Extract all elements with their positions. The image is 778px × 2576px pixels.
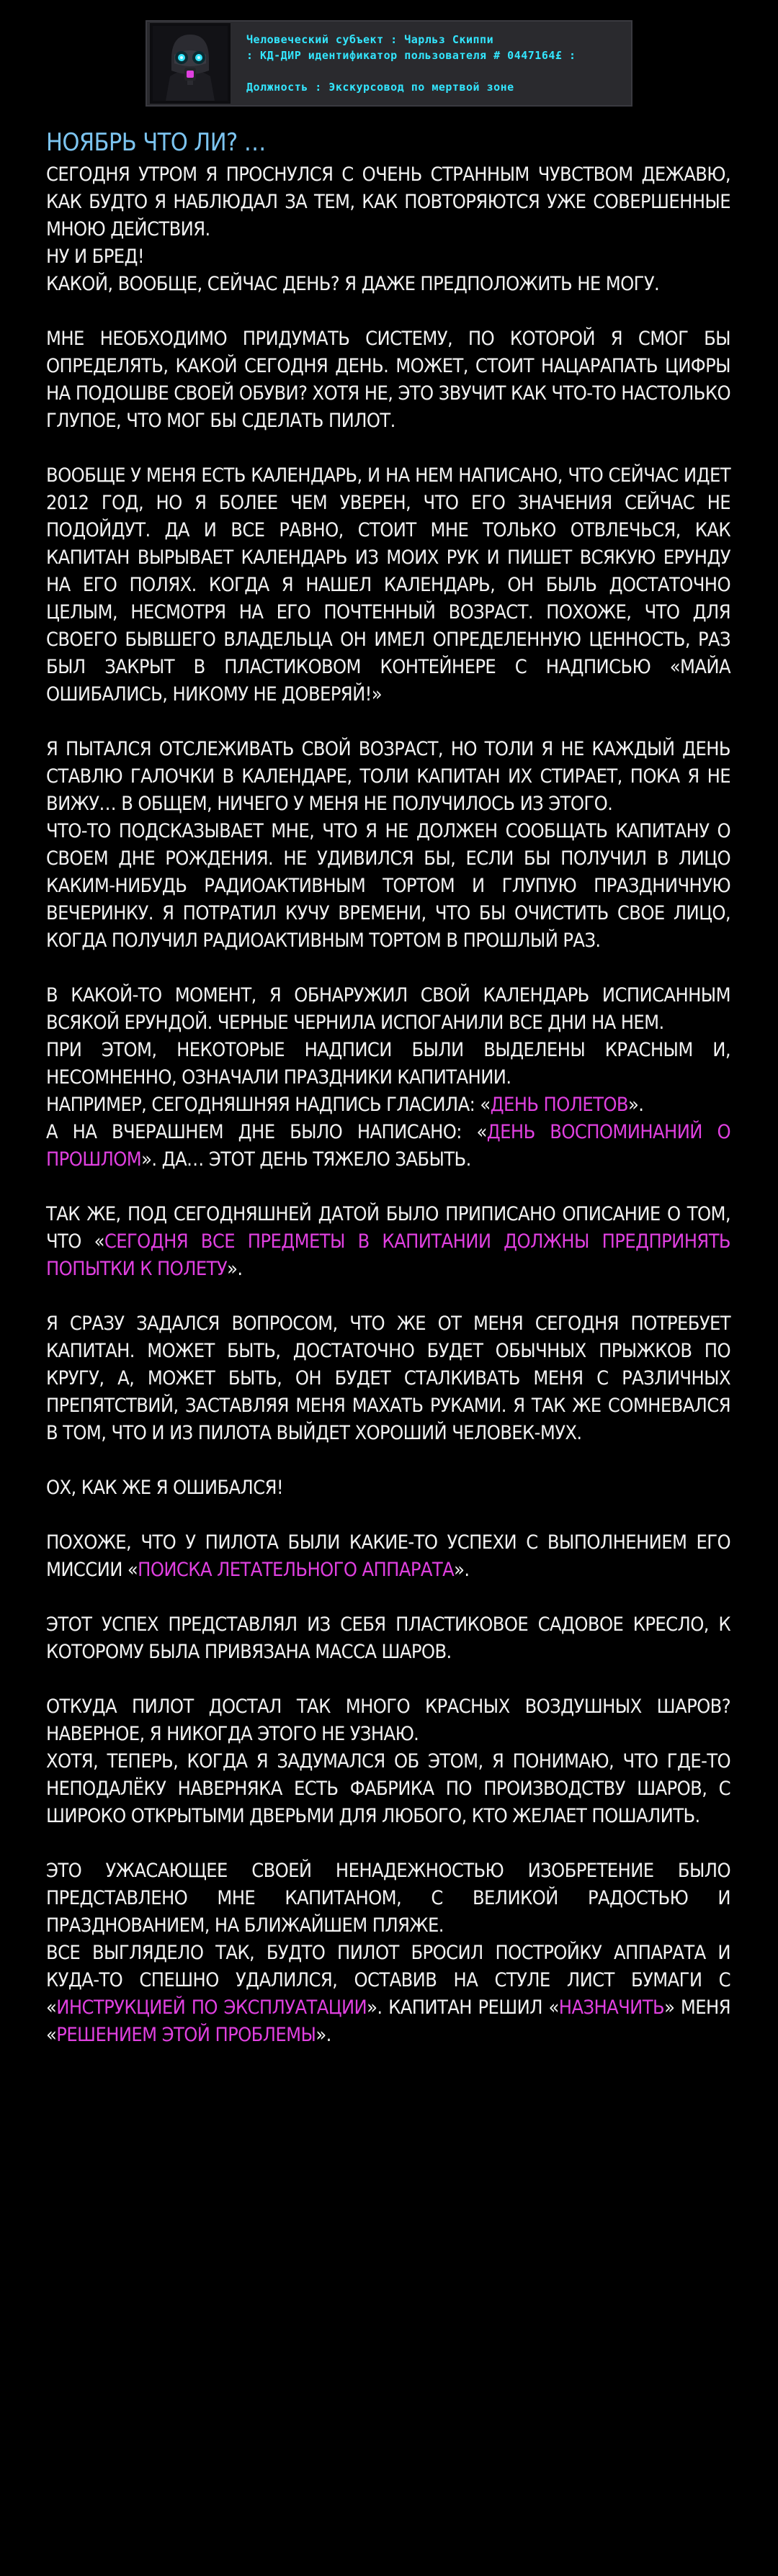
paragraph: ОТКУДА ПИЛОТ ДОСТАЛ ТАК МНОГО КРАСНЫХ ВОЗДУШНЫХ ШАРОВ? НАВЕРНОЕ, Я НИКОГДА ЭТОГО НЕ УЗНАЮ. [46, 1695, 730, 1745]
highlighted-holiday: ДЕНЬ ПОЛЕТОВ [490, 1094, 628, 1116]
text-run: ВСЕ ВЫГЛЯДЕЛО ТАК, БУДТО ПИЛОТ БРОСИЛ ПОСТРОЙКУ АППАРАТА И КУДА-ТО СПЕШНО УДАЛИЛСЯ, ОСТАВИВ НА СТУЛЕ ЛИСТ БУМАГИ С « [46, 1942, 730, 2019]
paragraph: ЧТО-ТО ПОДСКАЗЫВАЕТ МНЕ, ЧТО Я НЕ ДОЛЖЕН СООБЩАТЬ КАПИТАНУ О СВОЕМ ДНЕ РОЖДЕНИЯ. НЕ УДИВИЛСЯ БЫ, ЕСЛИ БЫ ПОЛУЧИЛ В ЛИЦО КАКИМ-НИБУДЬ РАДИОАКТИВНЫМ ТОРТОМ И ГЛУПУЮ ПРАЗДНИЧНУЮ ВЕЧЕРИНКУ. Я ПОТРАТИЛ КУЧУ ВРЕМЕНИ, ЧТО БЫ ОЧИСТИТЬ СВОЕ ЛИЦО, КОГДА ПОЛУЧИЛ РАДИОАКТИВНЫМ ТОРТОМ В ПРОШЛЫЙ РАЗ. [46, 820, 730, 952]
text-run: ». [227, 1258, 243, 1280]
paragraph: ХОТЯ, ТЕПЕРЬ, КОГДА Я ЗАДУМАЛСЯ ОБ ЭТОМ, Я ПОНИМАЮ, ЧТО ГДЕ-ТО НЕПОДАЛЁКУ НАВЕРНЯКА ЕСТЬ ФАБРИКА ПО ПРОИЗВОДСТВУ ШАРОВ, С ШИРОКО ОТКРЫТЫМИ ДВЕРЬМИ ДЛЯ ЛЮБОГО, КТО ЖЕЛАЕТ ПОШАЛИТЬ. [46, 1750, 730, 1827]
gasmask-avatar-icon [153, 26, 228, 101]
journal-entry [46, 127, 730, 2049]
text-run: ПОХОЖЕ, ЧТО У ПИЛОТА БЫЛИ КАКИЕ-ТО УСПЕХИ С ВЫПОЛНЕНИЕМ ЕГО МИССИИ « [46, 1531, 730, 1581]
text-run: ТАК ЖЕ, ПОД СЕГОДНЯШНЕЙ ДАТОЙ БЫЛО ПРИПИСАНО ОПИСАНИЕ О ТОМ, ЧТО « [46, 1203, 730, 1253]
text-run: » МЕНЯ « [46, 1996, 730, 2046]
user-id-line: : КД-ДИР идентификатор пользователя # 0447164£ : [246, 49, 576, 62]
text-run: ». КАПИТАН РЕШИЛ « [367, 1996, 559, 2019]
paragraph: ПРИ ЭТОМ, НЕКОТОРЫЕ НАДПИСИ БЫЛИ ВЫДЕЛЕНЫ КРАСНЫМ И, НЕСОМНЕННО, ОЗНАЧАЛИ ПРАЗДНИКИ КАПИТАНИИ. [46, 1039, 730, 1089]
user-info [246, 32, 576, 95]
highlighted-quote: РЕШЕНИЕМ ЭТОЙ ПРОБЛЕМЫ [56, 2024, 316, 2046]
paragraph: НУ И БРЕД! [46, 246, 145, 268]
paragraph: ЭТО УЖАСАЮЩЕЕ СВОЕЙ НЕНАДЕЖНОСТЬЮ ИЗОБРЕТЕНИЕ БЫЛО ПРЕДСТАВЛЕНО МНЕ КАПИТАНОМ, С ВЕЛИКОЙ РАДОСТЬЮ И ПРАЗДНОВАНИЕМ, НА БЛИЖАЙШЕМ ПЛЯЖЕ. [46, 1860, 730, 1937]
user-banner [146, 20, 632, 107]
paragraph [46, 1201, 730, 1283]
paragraph [46, 1119, 730, 1174]
paragraph: ОХ, КАК ЖЕ Я ОШИБАЛСЯ! [46, 1477, 283, 1499]
paragraph: ЭТОТ УСПЕХ ПРЕДСТАВЛЯЛ ИЗ СЕБЯ ПЛАСТИКОВОЕ САДОВОЕ КРЕСЛО, К КОТОРОМУ БЫЛА ПРИВЯЗАНА МАССА ШАРОВ. [46, 1613, 730, 1663]
highlighted-quote: НАЗНАЧИТЬ [558, 1996, 665, 2019]
paragraph: СЕГОДНЯ УТРОМ Я ПРОСНУЛСЯ С ОЧЕНЬ СТРАННЫМ ЧУВСТВОМ ДЕЖАВЮ, КАК БУДТО Я НАБЛЮДАЛ ЗА ТЕМ, КАК ПОВТОРЯЮТСЯ УЖЕ СОВЕРШЕННЫЕ МНОЮ ДЕЙСТВИЯ. [46, 163, 730, 240]
text-run: ». [316, 2024, 331, 2046]
text-run: ». ДА… ЭТОТ ДЕНЬ ТЯЖЕЛО ЗАБЫТЬ. [141, 1148, 471, 1171]
paragraph: Я СРАЗУ ЗАДАЛСЯ ВОПРОСОМ, ЧТО ЖЕ ОТ МЕНЯ СЕГОДНЯ ПОТРЕБУЕТ КАПИТАН. МОЖЕТ БЫТЬ, ДОСТАТОЧНО БУДЕТ ОБЫЧНЫХ ПРЫЖКОВ ПО КРУГУ, А, МОЖЕТ БЫТЬ, ОН БУДЕТ СТАЛКИВАТЬ МЕНЯ С РАЗЛИЧНЫХ ПРЕПЯТСТВИЙ, ЗАСТАВЛЯЯ МЕНЯ МАХАТЬ РУКАМИ. Я ТАК ЖЕ СОМНЕВАЛСЯ В ТОМ, ЧТО И ИЗ ПИЛОТА ВЫЙДЕТ ХОРОШИЙ ЧЕЛОВЕК-МУХ. [46, 1312, 730, 1444]
text-run: А НА ВЧЕРАШНЕМ ДНЕ БЫЛО НАПИСАНО: « [46, 1121, 487, 1143]
highlighted-quote: ПОИСКА ЛЕТАТЕЛЬНОГО АППАРАТА [138, 1559, 455, 1581]
paragraph: КАКОЙ, ВООБЩЕ, СЕЙЧАС ДЕНЬ? Я ДАЖЕ ПРЕДПОЛОЖИТЬ НЕ МОГУ. [46, 273, 660, 295]
paragraph [46, 1091, 730, 1119]
text-run: ». [454, 1559, 470, 1581]
highlighted-quote: ИНСТРУКЦИЕЙ ПО ЭКСПЛУАТАЦИИ [56, 1996, 367, 2019]
avatar [150, 23, 231, 104]
paragraph: Я ПЫТАЛСЯ ОТСЛЕЖИВАТЬ СВОЙ ВОЗРАСТ, НО ТОЛИ Я НЕ КАЖДЫЙ ДЕНЬ СТАВЛЮ ГАЛОЧКИ В КАЛЕНДАРЕ, ТОЛИ КАПИТАН ИХ СТИРАЕТ, ПОКА Я НЕ ВИЖУ… В ОБЩЕМ, НИЧЕГО У МЕНЯ НЕ ПОЛУЧИЛОСЬ ИЗ ЭТОГО. [46, 738, 730, 815]
text-run: НАПРИМЕР, СЕГОДНЯШНЯЯ НАДПИСЬ ГЛАСИЛА: « [46, 1094, 491, 1116]
paragraph [46, 1529, 730, 1584]
user-role-line: Должность : Экскурсовод по мертвой зоне [246, 81, 514, 94]
highlighted-quote: СЕГОДНЯ ВСЕ ПРЕДМЕТЫ В КАПИТАНИИ ДОЛЖНЫ ПРЕДПРИНЯТЬ ПОПЫТКИ К ПОЛЕТУ [46, 1230, 730, 1280]
text-run: ». [627, 1094, 644, 1116]
paragraph: ВООБЩЕ У МЕНЯ ЕСТЬ КАЛЕНДАРЬ, И НА НЕМ НАПИСАНО, ЧТО СЕЙЧАС ИДЕТ 2012 ГОД, НО Я БОЛЕЕ ЧЕМ УВЕРЕН, ЧТО ЕГО ЗНАЧЕНИЯ СЕЙЧАС НЕ ПОДОЙДУТ. ДА И ВСЕ РАВНО, СТОИТ МНЕ ТОЛЬКО ОТВЛЕЧЬСЯ, КАК КАПИТАН ВЫРЫВАЕТ КАЛЕНДАРЬ ИЗ МОИХ РУК И ПИШЕТ ВСЯКУЮ ЕРУНДУ НА ЕГО ПОЛЯХ. КОГДА Я НАШЕЛ КАЛЕНДАРЬ, ОН БЫЛЬ ДОСТАТОЧНО ЦЕЛЫМ, НЕСМОТРЯ НА ЕГО ПОЧТЕННЫЙ ВОЗРАСТ. ПОХОЖЕ, ЧТО ДЛЯ СВОЕГО БЫВШЕГО ВЛАДЕЛЬЦА ОН ИМЕЛ ОПРЕДЕЛЕННУЮ ЦЕННОСТЬ, РАЗ БЫЛ ЗАКРЫТ В ПЛАСТИКОВОМ КОНТЕЙНЕРЕ С НАДПИСЬЮ «МАЙА ОШИБАЛИСЬ, НИКОМУ НЕ ДОВЕРЯЙ!» [46, 464, 730, 706]
paragraph: МНЕ НЕОБХОДИМО ПРИДУМАТЬ СИСТЕМУ, ПО КОТОРОЙ Я СМОГ БЫ ОПРЕДЕЛЯТЬ, КАКОЙ СЕГОДНЯ ДЕНЬ. МОЖЕТ, СТОИТ НАЦАРАПАТЬ ЦИФРЫ НА ПОДОШВЕ СВОЕЙ ОБУВИ? ХОТЯ НЕ, ЭТО ЗВУЧИТ КАК ЧТО-ТО НАСТОЛЬКО ГЛУПОЕ, ЧТО МОГ БЫ СДЕЛАТЬ ПИЛОТ. [46, 328, 730, 432]
paragraph: В КАКОЙ-ТО МОМЕНТ, Я ОБНАРУЖИЛ СВОЙ КАЛЕНДАРЬ ИСПИСАННЫМ ВСЯКОЙ ЕРУНДОЙ. ЧЕРНЫЕ ЧЕРНИЛА ИСПОГАНИЛИ ВСЕ ДНИ НА НЕМ. [46, 984, 730, 1034]
highlighted-holiday: ДЕНЬ ВОСПОМИНАНИЙ О ПРОШЛОМ [46, 1121, 730, 1171]
paragraph [46, 1940, 730, 2049]
user-subject-line: Человеческий субъект : Чарльз Скиппи [246, 33, 494, 46]
entry-title: НОЯБРЬ ЧТО ЛИ? … [46, 128, 266, 157]
